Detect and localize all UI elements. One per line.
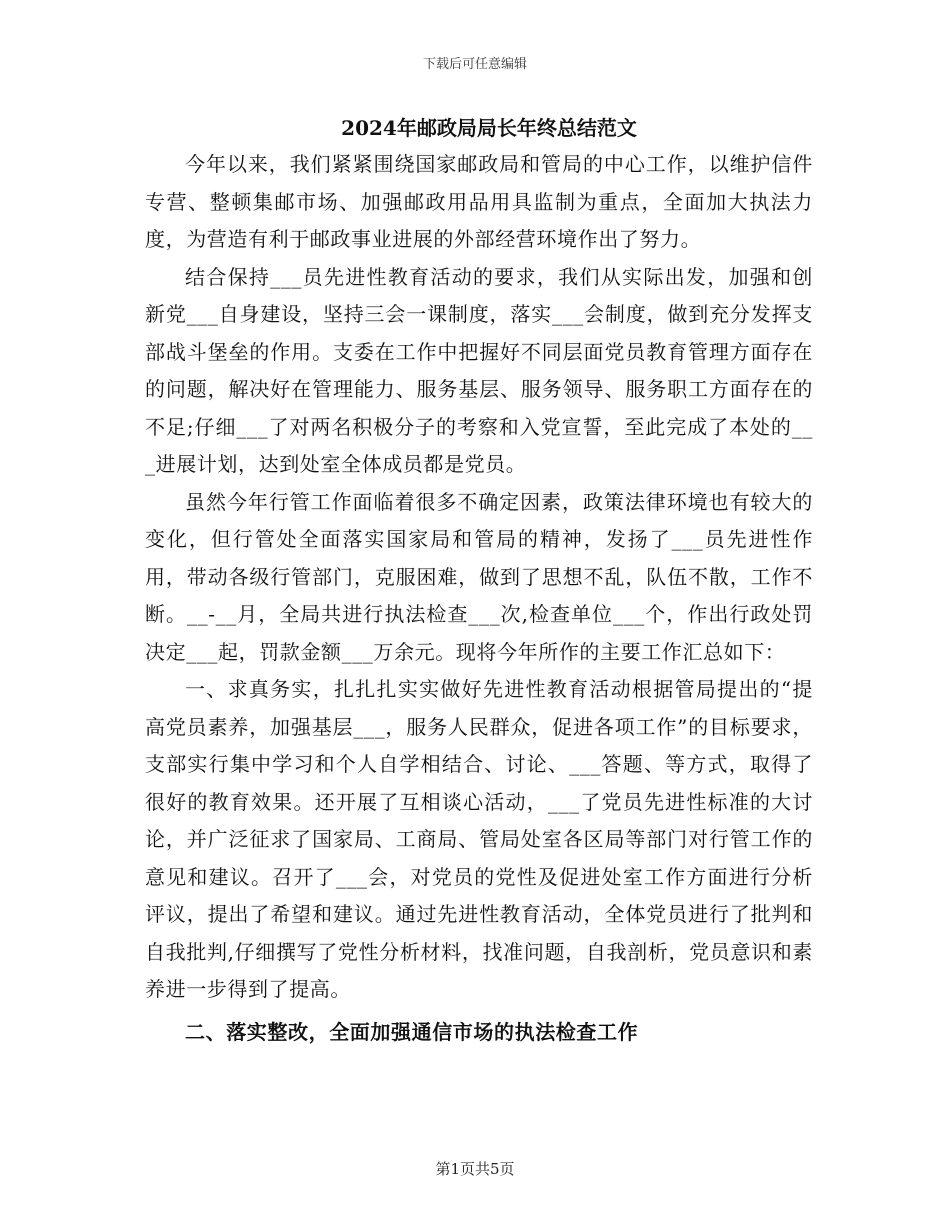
paragraph-4: 一、求真务实，扎扎扎实实做好先进性教育活动根据管局提出的“提高党员素养，加强基层___，服务人民群众，促进各项工作”的目标要求，支部实行集中学习和个人自学相结合、讨论、___答题、等方式，取得了很好的教育效果。还开展了互相谈心活动，___了党员先进性标准的大讨论，并广泛征求了国家局、工商局、管局处室各区局等部门对行管工作的意见和建议。召开了___会，对党员的党性及促进处室工作方面进行分析评议，提出了希望和建议。通过先进性教育活动，全体党员进行了批判和自我批判,仔细撰写了党性分析材料，找准问题，自我剖析，党员意识和素养进一步得到了提高。 <box>145 677 813 1001</box>
paragraph-2: 结合保持___员先进性教育活动的要求，我们从实际出发，加强和创新党___自身建设，坚持三会一课制度，落实___会制度，做到充分发挥支部战斗堡垒的作用。支委在工作中把握好不同层面党员教育管理方面存在的问题，解决好在管理能力、服务基层、服务领导、服务职工方面存在的不足;仔细___了对两名积极分子的考察和入党宣誓，至此完成了本处的___进展计划，达到处室全体成员都是党员。 <box>145 264 813 476</box>
paragraph-3: 虽然今年行管工作面临着很多不确定因素，政策法律环境也有较大的变化，但行管处全面落实国家局和管局的精神，发扬了___员先进性作用，带动各级行管部门，克服困难，做到了思想不乱，队伍不散，工作不断。__-__月，全局共进行执法检查___次,检查单位___个，作出行政处罚决定___起，罚款金额___万余元。现将今年所作的主要工作汇总如下： <box>145 489 813 664</box>
section-heading: 二、落实整改，全面加强通信市场的执法检查工作 <box>185 1019 639 1044</box>
document-body <box>145 112 813 1051</box>
header-note: 下载后可任意编辑 <box>422 57 527 72</box>
page-number: 第1页共5页 <box>435 1160 515 1178</box>
document-title: 2024年邮政局局长年终总结范文 <box>341 116 637 140</box>
paragraph-1: 今年以来，我们紧紧围绕国家邮政局和管局的中心工作，以维护信件专营、整顿集邮市场、加强邮政用品用具监制为重点，全面加大执法力度，为营造有利于邮政事业进展的外部经营环境作出了努力。 <box>145 152 813 251</box>
